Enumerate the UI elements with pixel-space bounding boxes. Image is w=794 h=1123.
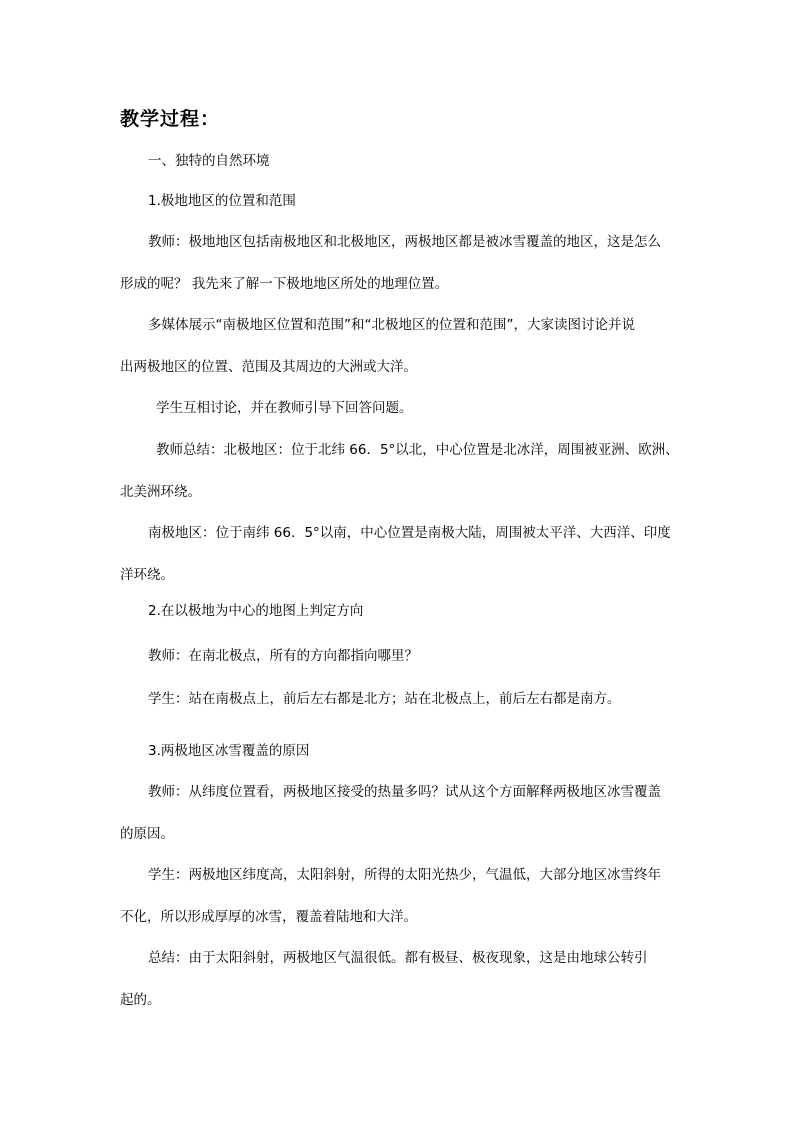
paragraph-line: 北美洲环绕。	[120, 484, 201, 500]
paragraph-line: 教师：极地地区包括南极地区和北极地区，两极地区都是被冰雪覆盖的地区，这是怎么	[148, 234, 661, 250]
section-heading: 一、独特的自然环境	[148, 153, 270, 169]
paragraph-line: 总结：由于太阳斜射，两极地区气温很低。都有极昼、极夜现象，这是由地球公转引	[148, 950, 648, 966]
paragraph-line: 南极地区：位于南纬 66．5°以南，中心位置是南极大陆，周围被太平洋、大西洋、印度	[148, 525, 671, 541]
subsection-heading: 1.极地地区的位置和范围	[148, 193, 296, 209]
paragraph-line: 教师：从纬度位置看，两极地区接受的热量多吗？试从这个方面解释两极地区冰雪覆盖	[148, 784, 661, 800]
paragraph-line: 起的。	[120, 992, 161, 1008]
paragraph-line: 教师总结：北极地区：位于北纬 66．5°以北，中心位置是北冰洋，周围被亚洲、欧洲、	[156, 442, 679, 458]
paragraph-line: 形成的呢？ 我先来了解一下极地地区所处的地理位置。	[120, 276, 449, 292]
paragraph-line: 教师：在南北极点，所有的方向都指向哪里？	[148, 648, 418, 664]
subsection-heading: 3.两极地区冰雪覆盖的原因	[148, 743, 310, 759]
paragraph-line: 多媒体展示“南极地区位置和范围”和“北极地区的位置和范围”，大家读图讨论并说	[148, 317, 635, 333]
paragraph-line: 洋环绕。	[120, 567, 174, 583]
paragraph-line: 学生互相讨论，并在教师引导下回答问题。	[156, 400, 413, 416]
paragraph-line: 不化，所以形成厚厚的冰雪，覆盖着陆地和大洋。	[120, 909, 417, 925]
paragraph-line: 出两极地区的位置、范围及其周边的大洲或大洋。	[120, 359, 417, 375]
subsection-heading: 2.在以极地为中心的地图上判定方向	[148, 603, 364, 619]
paragraph-line: 学生：两极地区纬度高，太阳斜射，所得的太阳光热少，气温低，大部分地区冰雪终年	[148, 867, 661, 883]
page-title: 教学过程：	[120, 108, 221, 130]
paragraph-line: 学生：站在南极点上，前后左右都是北方；站在北极点上，前后左右都是南方。	[148, 691, 621, 707]
paragraph-line: 的原因。	[120, 826, 174, 842]
